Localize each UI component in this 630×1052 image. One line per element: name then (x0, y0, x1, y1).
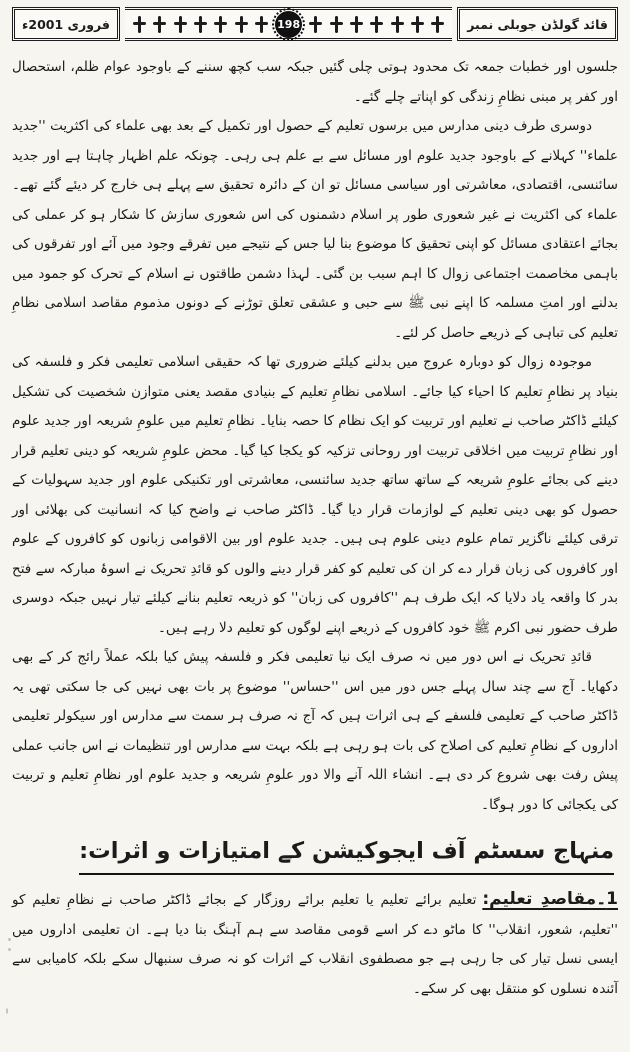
cross-ornament-icon (391, 15, 404, 34)
cross-ornament-icon (255, 15, 268, 34)
section-1-text: تعلیم برائے تعلیم یا تعلیم برائے روزگار کے بجائے ڈاکٹر صاحب نے نظامِ تعلیم کو ''تعلیم، شعور، انقلاب'' کا ماٹو دے کر اسے قومی مقاصد سے ہم آہنگ بنا دیا ہے۔ ان تعلیمی اداروں میں ایسی نسل تیار کی جا رہی ہے جو مصطفوی انقلاب کے اثرات کو نہ صرف سنبھال سکے بلکہ کامیابی سے آئندہ نسلوں کو منتقل بھی کر سکے۔ (12, 892, 618, 997)
article-body (12, 53, 618, 1004)
cross-ornament-icon (153, 15, 166, 34)
paragraph: موجودہ زوال کو دوبارہ عروج میں بدلنے کیلئے ضروری تھا کہ حقیقی اسلامی تعلیمی فکر و فلسفہ کی بنیاد پر نظامِ تعلیم کا احیاء کیا جائے۔ اسلامی نظامِ تعلیم کے بنیادی مقصد یعنی متوازن شخصیت کی تشکیل کیلئے ڈاکٹر صاحب نے تعلیم اور تربیت کو ایک نظام کا حصہ بنایا۔ نظامِ تعلیم میں علومِ شریعہ اور جدید علوم اور نظامِ تربیت میں اخلاقی تربیت اور روحانی تزکیہ کو یکجا کیا گیا۔ محض علومِ شریعہ کو دینی تعلیم قرار دینے کی بجائے علومِ شریعہ کے ساتھ ساتھ جدید سائنسی، معاشرتی اور تکنیکی علوم اور جدید سہولیات کے حصول کو بھی دینی تعلیم کے لوازمات قرار دیا گیا۔ ڈاکٹر صاحب نے واضح کیا کہ انسانیت کی بھلائی اور ترقی کیلئے ناگزیر تمام علوم دینی علوم ہی ہیں۔ جدید علوم اور بین الاقوامی زبانوں کو کافروں کے علوم اور کافروں کی زبان قرار دے کر ان کی تعلیم کو کفر قرار دینے والوں کو قائدِ تحریک نے اسوۂ مبارکہ سے فتح بدر کا واقعہ یاد دلایا کہ ایک طرف ہم ''کافروں کی زبان'' کو ذریعہ تعلیم بنانے کیلئے تیار نہیں جبکہ دوسری طرف حضور نبی اکرم ﷺ خود کافروں کے ذریعے اپنے لوگوں کو تعلیم دلا رہے ہیں۔ (12, 354, 618, 636)
paragraph: جلسوں اور خطبات جمعہ تک محدود ہوتی چلی گئیں جبکہ سب کچھ سننے کے باوجود عوام ظلم، استحصال اور کفر پر مبنی نظامِ زندگی کو اپناتے چلے گئے۔ (12, 59, 618, 105)
cross-ornament-icon (370, 15, 383, 34)
cross-ornament-icon (330, 15, 343, 34)
cross-ornament-icon (194, 15, 207, 34)
page-header-band (12, 7, 618, 41)
page-number-badge: 198 (275, 11, 302, 38)
issue-title: قائد گولڈن جوبلی نمبر (467, 16, 608, 32)
issue-date: فروری 2001ء (22, 16, 110, 32)
scan-speckle (8, 948, 11, 951)
cross-ornament-icon (350, 15, 363, 34)
cross-ornament-icon (235, 15, 248, 34)
paragraph: دوسری طرف دینی مدارس میں برسوں تعلیم کے حصول اور تکمیل کے بعد بھی علماء کی اکثریت ''جدید علماء'' کہلانے کے باوجود جدید علوم اور مسائل سے بے علم ہی رہی۔ چونکہ علم اظہار چاہتا ہے اور جدید سائنسی، اقتصادی، معاشرتی اور سیاسی مسائل تو ان کے دائرہ تحقیق سے پہلے ہی خارج کر دیئے گئے تھے۔ علماء کی اکثریت نے غیر شعوری طور پر اسلام دشمنوں کی اس شعوری سازش کا شکار ہو کر عملی کی بجائے اعتقادی مسائل کو اپنی تحقیق کا موضوع بنا لیا جس کے نتیجے میں تفرقے وجود میں آئے اور تفرقوں کی باہمی مخاصمت اجتماعی زوال کا اہم سبب بن گئی۔ لہذا دشمن طاقتوں نے اسلام کے تحرک کو جمود میں بدلنے اور امتِ مسلمہ کا اپنے نبی ﷺ سے حبی و عشقی تعلق توڑنے کے دونوں مذموم مقاصد اسلامی نظامِ تعلیم کی تباہی کے ذریعے حاصل کر لئے۔ (12, 118, 618, 341)
paragraph-section-1 (12, 885, 618, 1004)
cross-ornament-icon (214, 15, 227, 34)
issue-title-box (457, 7, 618, 41)
cross-ornament-icon (174, 15, 187, 34)
scan-speckle (6, 1008, 8, 1014)
paragraph: قائدِ تحریک نے اس دور میں نہ صرف ایک نیا تعلیمی فکر و فلسفہ پیش کیا بلکہ عملاً رائج کر کے بھی دکھایا۔ آج سے چند سال پہلے جس دور میں اس ''حساس'' موضوع پر بات بھی نہیں کی جا سکتی تھی یہ ڈاکٹر صاحب کے تعلیمی فلسفے کے ہی اثرات ہیں کہ آج نہ صرف ہر سمت سے مدارس اور سیکولر تعلیمی اداروں کے نظامِ تعلیم کی اصلاح کی بات ہو رہی ہے بلکہ بہت سے مدارس اور تنظیمات نے اس جانب عملی پیش رفت بھی شروع کر دی ہے۔ انشاء اللہ آنے والا دور علومِ شریعہ و جدید علوم اور نظامِ تعلیم و تربیت کی یکجائی کا دور ہوگا۔ (12, 649, 618, 813)
issue-date-box (12, 7, 120, 41)
scan-speckle (8, 938, 11, 941)
section-heading-text: منہاج سسٹم آف ایجوکیشن کے امتیازات و اثرات: (79, 836, 614, 875)
cross-ornament-icon (411, 15, 424, 34)
cross-ornament-icon (133, 15, 146, 34)
section-heading (12, 836, 614, 875)
section-1-label: 1۔مقاصدِ تعلیم: (482, 889, 618, 910)
cross-ornament-icon (431, 15, 444, 34)
cross-ornament-icon (309, 15, 322, 34)
ornament-strip (125, 7, 452, 41)
